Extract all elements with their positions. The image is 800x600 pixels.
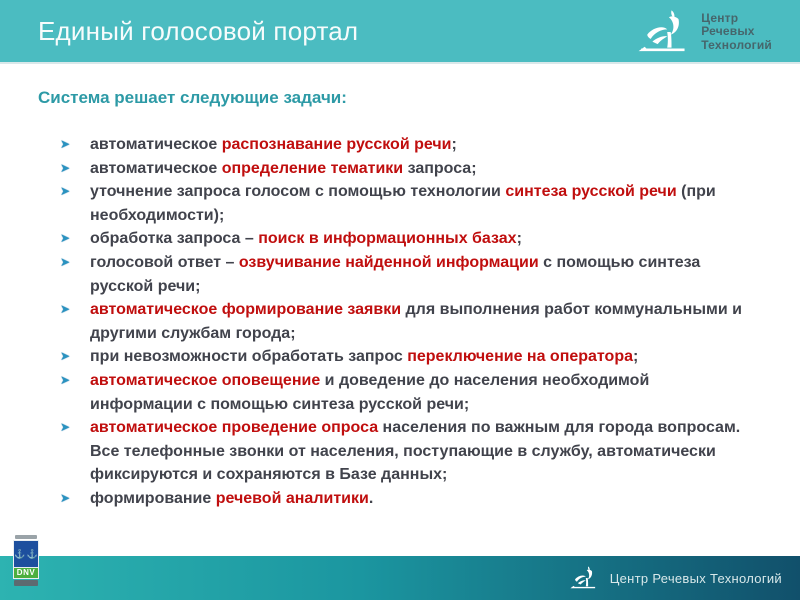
bullet-arrow-icon: ➤ — [60, 349, 71, 364]
section-subtitle: Система решает следующие задачи: — [38, 88, 347, 107]
dnv-badge-bottom-caption — [14, 580, 38, 586]
list-item — [38, 369, 748, 416]
dnv-badge-label: DNV — [13, 568, 39, 579]
bullet-arrow-icon: ➤ — [60, 372, 71, 387]
task-text: автоматическое определение тематики запроса; — [90, 159, 477, 177]
task-text: обработка запроса – поиск в информационных базах; — [90, 230, 522, 248]
footer-stc-logo — [566, 564, 782, 592]
list-item — [38, 487, 748, 511]
list-item — [38, 133, 748, 157]
dnv-badge-top-caption — [15, 535, 37, 539]
list-item — [38, 251, 748, 298]
footer-stc-logo-icon — [566, 564, 600, 592]
task-list — [38, 133, 750, 511]
task-text: автоматическое распознавание русской речи; — [90, 136, 457, 153]
bullet-arrow-icon: ➤ — [60, 184, 71, 199]
bullet-arrow-icon: ➤ — [60, 137, 71, 151]
stc-logo-line2: Речевых — [701, 24, 755, 39]
task-text: формирование речевой аналитики. — [90, 489, 374, 507]
bullet-arrow-icon: ➤ — [60, 420, 71, 435]
stc-logo-line1: Центр — [701, 10, 739, 25]
bullet-arrow-icon: ➤ — [60, 231, 71, 246]
task-text: автоматическое оповещение и доведение до населения необходимой информации с помощью синтеза русской речи; — [90, 371, 650, 413]
stc-logo-icon — [635, 6, 689, 58]
list-item — [38, 157, 748, 181]
stc-logo — [635, 6, 772, 58]
list-item — [38, 416, 748, 487]
page-title: Единый голосовой портал — [38, 15, 359, 46]
list-item — [38, 345, 748, 369]
list-item — [38, 227, 748, 251]
header-band — [0, 0, 800, 64]
footer-stc-logo-text: Центр Речевых Технологий — [609, 570, 782, 586]
task-text: уточнение запроса голосом с помощью технологии синтеза русской речи (при необходимости); — [90, 183, 716, 224]
footer-band — [0, 556, 800, 600]
bullet-arrow-icon: ➤ — [60, 302, 71, 317]
dnv-anchors-icon: ⚓ ⚓ — [13, 540, 39, 568]
bullet-arrow-icon: ➤ — [60, 254, 71, 269]
task-text: голосовой ответ – озвучивание найденной информации с помощью синтеза русской речи; — [90, 253, 701, 295]
bullet-arrow-icon: ➤ — [60, 160, 71, 175]
stc-logo-text — [701, 12, 772, 53]
task-text: автоматическое проведение опроса населения по важным для города вопросам. Все телефонные звонки от населения, поступающие в службу, автоматически фиксируются и сохраняются в Базе данных; — [90, 419, 741, 484]
task-text: автоматическое формирование заявки для выполнения работ коммунальными и другими службам города; — [90, 301, 742, 342]
list-item — [38, 180, 748, 227]
stc-logo-line3: Технологий — [701, 37, 772, 52]
dnv-certification-badge — [13, 535, 39, 586]
bullet-arrow-icon: ➤ — [60, 490, 71, 505]
list-item — [38, 298, 748, 345]
task-text: при невозможности обработать запрос переключение на оператора; — [90, 348, 639, 366]
